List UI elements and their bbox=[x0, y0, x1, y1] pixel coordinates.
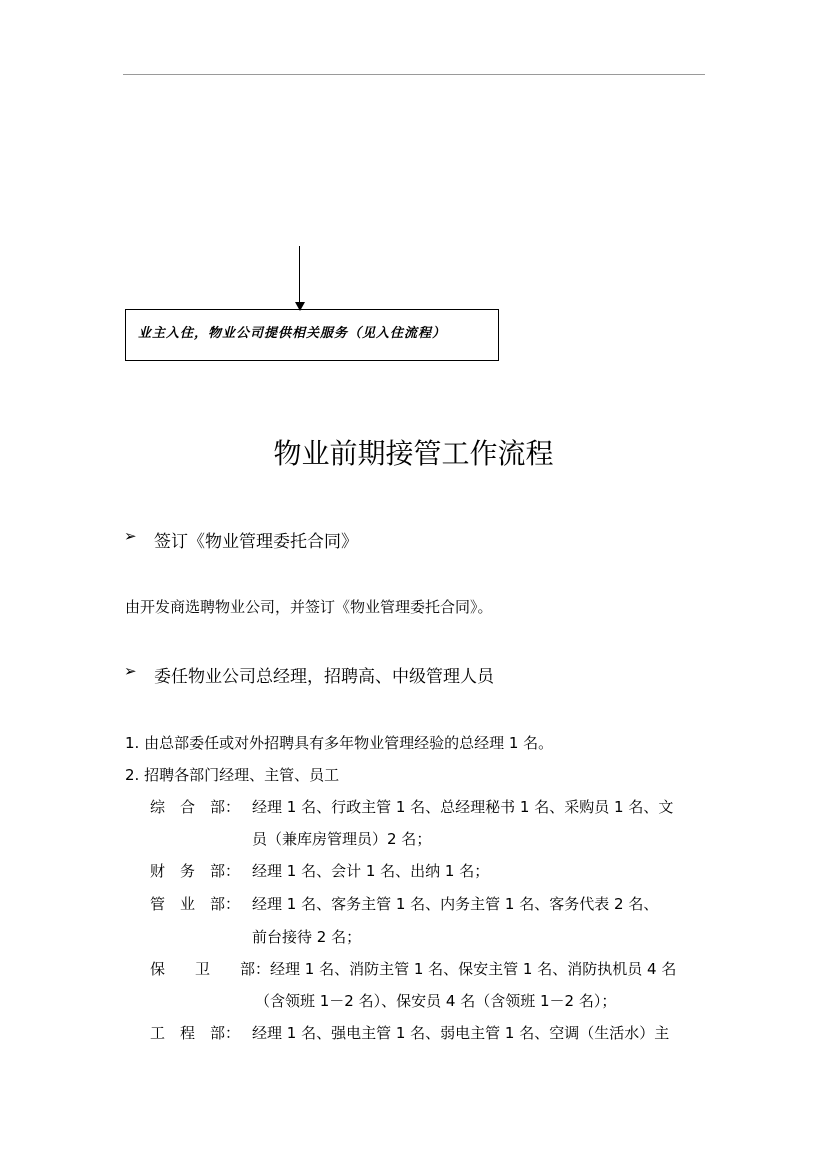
dept-name: 保 卫 部： bbox=[150, 960, 271, 978]
dept-staff: 经理 1 名、行政主管 1 名、总经理秘书 1 名、采购员 1 名、文 bbox=[252, 798, 674, 816]
list-item: 1. 由总部委任或对外招聘具有多年物业管理经验的总经理 1 名。 bbox=[125, 734, 554, 752]
dept-staff: 经理 1 名、消防主管 1 名、保安主管 1 名、消防执机员 4 名 bbox=[270, 960, 677, 978]
section-heading-text: 签订《物业管理委托合同》 bbox=[154, 532, 358, 552]
dept-staff: 经理 1 名、客务主管 1 名、内务主管 1 名、客务代表 2 名、 bbox=[252, 895, 659, 913]
paragraph: 由开发商选聘物业公司，并签订《物业管理委托合同》。 bbox=[125, 598, 493, 616]
dept-name: 综 合 部： bbox=[150, 798, 241, 816]
dept-staff: 经理 1 名、会计 1 名、出纳 1 名； bbox=[252, 862, 490, 880]
dept-staff-continued: 前台接待 2 名； bbox=[252, 928, 362, 946]
dept-name: 管 业 部： bbox=[150, 895, 241, 913]
dept-name: 工 程 部： bbox=[150, 1024, 241, 1042]
dept-name: 财 务 部： bbox=[150, 862, 241, 880]
flowchart-step-text: 业主入住，物业公司提供相关服务（见入住流程） bbox=[138, 326, 447, 341]
arrow-bullet-icon: ➢ bbox=[124, 527, 137, 545]
dept-staff: 经理 1 名、强电主管 1 名、弱电主管 1 名、空调（生活水）主 bbox=[252, 1024, 670, 1042]
flowchart-step-box bbox=[125, 309, 499, 361]
flow-connector-line bbox=[299, 246, 300, 304]
header-rule bbox=[123, 74, 705, 75]
page-title: 物业前期接管工作流程 bbox=[273, 437, 554, 470]
arrow-bullet-icon: ➢ bbox=[124, 662, 137, 680]
dept-staff-continued: （含领班 1－2 名）、保安员 4 名（含领班 1－2 名）； bbox=[255, 992, 617, 1010]
dept-staff-continued: 员（兼库房管理员）2 名； bbox=[252, 830, 432, 848]
list-item: 2. 招聘各部门经理、主管、员工 bbox=[125, 766, 340, 784]
section-heading-text: 委任物业公司总经理，招聘高、中级管理人员 bbox=[154, 667, 494, 687]
